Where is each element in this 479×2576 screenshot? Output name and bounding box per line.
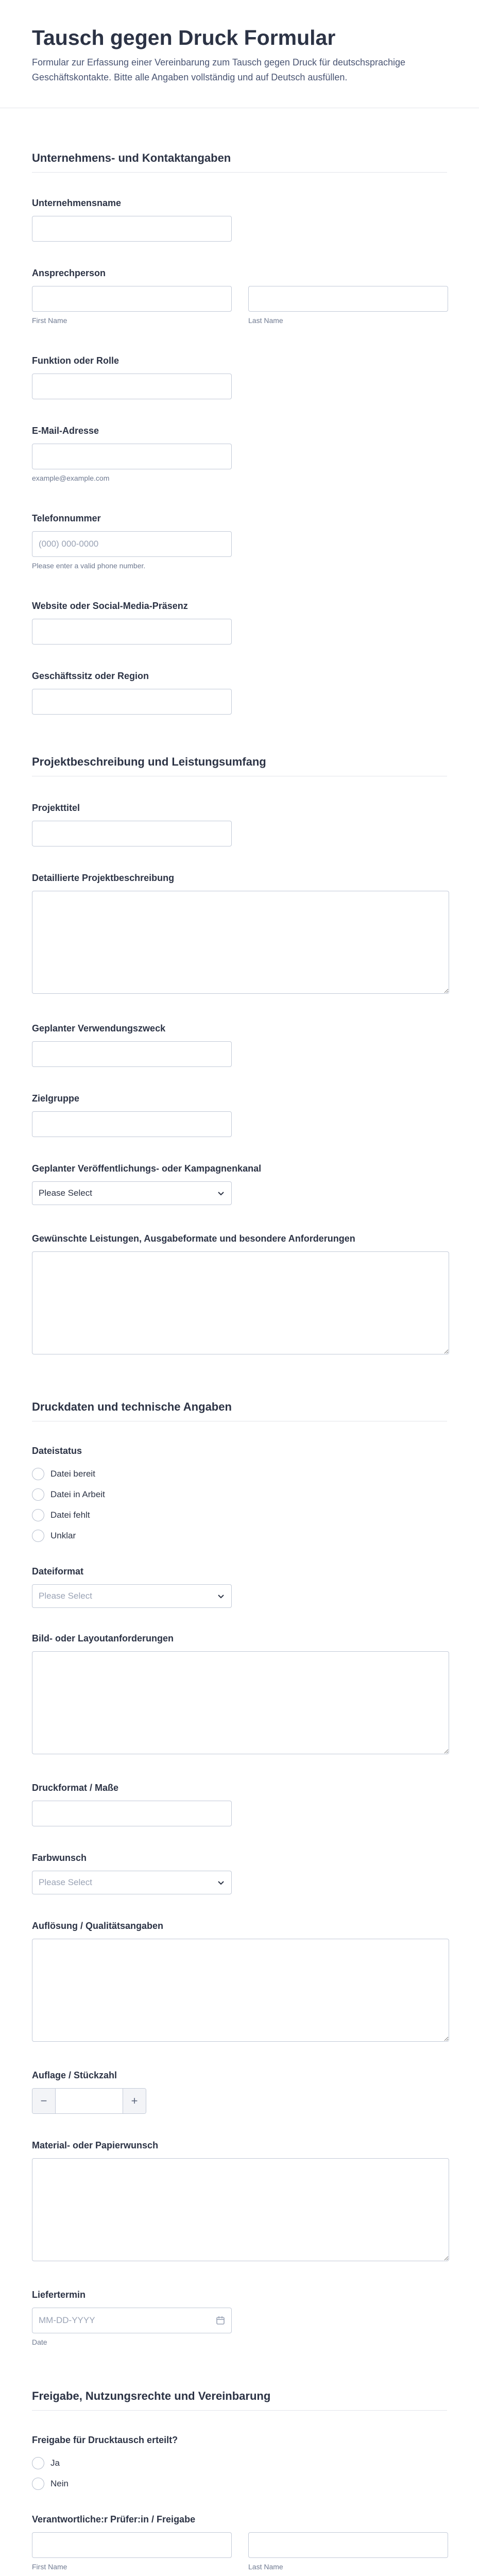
audience-label: Zielgruppe <box>32 1093 80 1104</box>
file-format-label: Dateiformat <box>32 1566 84 1577</box>
channel-label: Geplanter Veröffentlichungs- oder Kampagnenkanal <box>32 1163 262 1174</box>
form-header <box>0 0 479 108</box>
email-input[interactable] <box>32 444 232 469</box>
file-status-option[interactable] <box>32 1484 447 1505</box>
file-status-option[interactable] <box>32 1464 447 1484</box>
layout-requirements-textarea[interactable] <box>32 1651 449 1754</box>
approval-option[interactable] <box>32 2473 447 2494</box>
usage-field <box>0 1023 479 1067</box>
layout-requirements-label: Bild- oder Layoutanforderungen <box>32 1633 174 1643</box>
phone-label: Telefonnummer <box>32 513 101 523</box>
deadline-label: Liefertermin <box>32 2290 86 2300</box>
role-input[interactable] <box>32 374 232 399</box>
location-label: Geschäftssitz oder Region <box>32 671 149 681</box>
website-input[interactable] <box>32 619 232 645</box>
form-description: Formular zur Erfassung einer Vereinbarung zum Tausch gegen Druck für deutschsprachige Geschäftskontakte. Bitte alle Angaben vollständig und auf Deutsch ausfüllen. <box>32 57 406 82</box>
usage-input[interactable] <box>32 1041 232 1067</box>
company-field <box>0 198 479 242</box>
chevron-down-icon <box>217 1878 225 1887</box>
file-status-option-label: Datei bereit <box>50 1469 95 1479</box>
project-description-textarea[interactable] <box>32 891 449 994</box>
color-select-value: Please Select <box>39 1877 92 1887</box>
contact-label: Ansprechperson <box>32 268 106 278</box>
deadline-date-input[interactable] <box>32 2308 232 2333</box>
reviewer-field <box>0 2514 479 2571</box>
email-sublabel: example@example.com <box>32 474 110 482</box>
email-field <box>0 426 479 482</box>
file-status-label: Dateistatus <box>32 1446 82 1456</box>
material-label: Material- oder Papierwunsch <box>32 2140 159 2150</box>
quantity-field <box>0 2070 479 2114</box>
radio-button[interactable] <box>32 1530 44 1542</box>
contact-field <box>0 268 479 325</box>
file-format-select[interactable] <box>32 1584 232 1608</box>
section-title-approval: Freigabe, Nutzungsrechte und Vereinbarung <box>32 2389 447 2411</box>
material-field <box>0 2140 479 2264</box>
color-label: Farbwunsch <box>32 1853 87 1863</box>
contact-last-name-sublabel: Last Name <box>248 316 283 325</box>
company-label: Unternehmensname <box>32 198 122 208</box>
project-description-label: Detaillierte Projektbeschreibung <box>32 873 175 883</box>
website-field <box>0 601 479 645</box>
services-textarea[interactable] <box>32 1251 449 1354</box>
form-title: Tausch gegen Druck Formular <box>32 26 336 49</box>
resolution-field <box>0 1921 479 2044</box>
contact-first-name-sublabel: First Name <box>32 316 67 325</box>
approval-option-label: Ja <box>50 2458 60 2468</box>
print-format-label: Druckformat / Maße <box>32 1783 119 1793</box>
resolution-label: Auflösung / Qualitätsangaben <box>32 1921 164 1931</box>
usage-label: Geplanter Verwendungszweck <box>32 1023 166 1033</box>
reviewer-last-name-input[interactable] <box>248 2532 448 2558</box>
deadline-field <box>0 2290 479 2346</box>
minus-icon[interactable]: − <box>32 2089 55 2113</box>
channel-select[interactable] <box>32 1181 232 1205</box>
deadline-sublabel: Date <box>32 2338 47 2346</box>
reviewer-label: Verantwortliche:r Prüfer:in / Freigabe <box>32 2514 196 2524</box>
radio-button[interactable] <box>32 1488 44 1501</box>
role-label: Funktion oder Rolle <box>32 355 119 366</box>
services-label: Gewünschte Leistungen, Ausgabeformate und besondere Anforderungen <box>32 1233 355 1244</box>
approval-option[interactable] <box>32 2453 447 2473</box>
approval-option-label: Nein <box>50 2479 69 2488</box>
phone-sublabel: Please enter a valid phone number. <box>32 562 146 570</box>
chevron-down-icon <box>217 1189 225 1197</box>
quantity-stepper[interactable] <box>32 2088 146 2114</box>
radio-button[interactable] <box>32 1509 44 1521</box>
quantity-value-input[interactable] <box>55 2089 123 2113</box>
project-title-field <box>0 803 479 846</box>
approval-label: Freigabe für Drucktausch erteilt? <box>32 2435 178 2445</box>
reviewer-first-name-input[interactable] <box>32 2532 232 2558</box>
file-status-option-label: Datei fehlt <box>50 1510 90 1520</box>
section-title-company-contact: Unternehmens- und Kontaktangaben <box>32 151 447 173</box>
file-status-option-label: Datei in Arbeit <box>50 1489 105 1499</box>
file-format-field <box>0 1566 479 1608</box>
channel-select-value: Please Select <box>39 1188 92 1198</box>
radio-button[interactable] <box>32 2457 44 2469</box>
reviewer-first-name-sublabel: First Name <box>32 2563 67 2571</box>
project-title-input[interactable] <box>32 821 232 846</box>
project-description-field <box>0 873 479 996</box>
material-textarea[interactable] <box>32 2158 449 2261</box>
email-label: E-Mail-Adresse <box>32 426 99 436</box>
services-field <box>0 1233 479 1357</box>
file-status-option[interactable] <box>32 1526 447 1546</box>
color-field <box>0 1853 479 1894</box>
reviewer-last-name-sublabel: Last Name <box>248 2563 283 2571</box>
audience-field <box>0 1093 479 1137</box>
print-format-input[interactable] <box>32 1801 232 1826</box>
plus-icon[interactable]: + <box>123 2089 146 2113</box>
approval-field <box>0 2435 479 2494</box>
file-format-select-value: Please Select <box>39 1591 92 1601</box>
layout-requirements-field <box>0 1633 479 1757</box>
print-format-field <box>0 1783 479 1826</box>
phone-input[interactable] <box>32 531 232 557</box>
project-title-label: Projekttitel <box>32 803 80 813</box>
deadline-placeholder: MM-DD-YYYY <box>39 2315 95 2325</box>
location-field <box>0 671 479 715</box>
radio-button[interactable] <box>32 2478 44 2490</box>
contact-first-name-input[interactable] <box>32 286 232 312</box>
contact-last-name-input[interactable] <box>248 286 448 312</box>
resolution-textarea[interactable] <box>32 1939 449 2042</box>
file-status-option-label: Unklar <box>50 1531 76 1540</box>
radio-button[interactable] <box>32 1468 44 1480</box>
location-input[interactable] <box>32 689 232 715</box>
color-select[interactable] <box>32 1871 232 1894</box>
company-input[interactable] <box>32 216 232 242</box>
calendar-icon[interactable] <box>216 2316 225 2325</box>
role-field <box>0 355 479 399</box>
section-title-print-data: Druckdaten und technische Angaben <box>32 1400 447 1421</box>
chevron-down-icon <box>217 1592 225 1600</box>
section-title-project: Projektbeschreibung und Leistungsumfang <box>32 755 447 776</box>
file-status-field <box>0 1446 479 1546</box>
quantity-label: Auflage / Stückzahl <box>32 2070 117 2080</box>
file-status-option[interactable] <box>32 1505 447 1526</box>
channel-field <box>0 1163 479 1205</box>
phone-field <box>0 513 479 570</box>
audience-input[interactable] <box>32 1111 232 1137</box>
website-label: Website oder Social-Media-Präsenz <box>32 601 188 611</box>
